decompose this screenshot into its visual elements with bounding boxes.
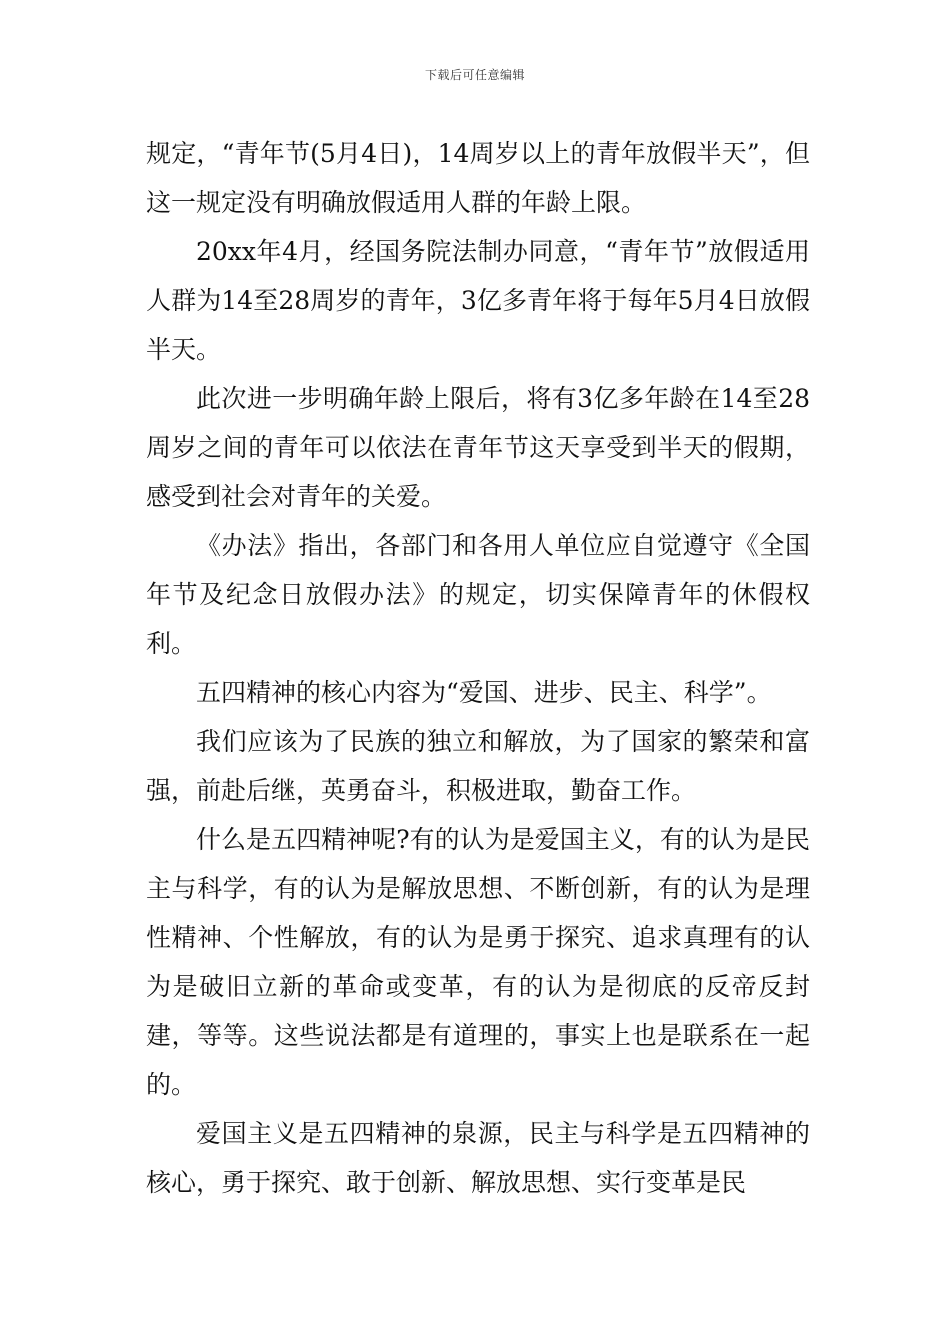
paragraph-5: 五四精神的核心内容为“爱国、进步、民主、科学”。	[196, 678, 772, 707]
paragraph-8: 爱国主义是五四精神的泉源，民主与科学是五四精神的核心，勇于探究、敢于创新、解放思想、实行变革是民	[146, 1119, 810, 1197]
paragraph-7: 什么是五四精神呢?有的认为是爱国主义，有的认为是民主与科学，有的认为是解放思想、不断创新，有的认为是理性精神、个性解放，有的认为是勇于探究、追求真理有的认为是破旧立新的革命或变革，有的认为是彻底的反帝反封建，等等。这些说法都是有道理的，事实上也是联系在一起的。	[146, 825, 810, 1099]
paragraph-2: 20xx年4月，经国务院法制办同意，“青年节”放假适用人群为14至28周岁的青年，3亿多青年将于每年5月4日放假半天。	[146, 237, 810, 364]
page-header-note: 下载后可任意编辑	[424, 68, 525, 82]
paragraph-3: 此次进一步明确年龄上限后，将有3亿多年龄在14至28周岁之间的青年可以依法在青年节这天享受到半天的假期，感受到社会对青年的关爱。	[146, 384, 810, 511]
paragraph-1: 规定，“青年节(5月4日)，14周岁以上的青年放假半天”，但这一规定没有明确放假适用人群的年龄上限。	[146, 139, 810, 217]
paragraph-4: 《办法》指出，各部门和各用人单位应自觉遵守《全国年节及纪念日放假办法》的规定，切实保障青年的休假权利。	[146, 531, 810, 658]
document-body	[146, 129, 810, 1207]
paragraph-6: 我们应该为了民族的独立和解放，为了国家的繁荣和富强，前赴后继，英勇奋斗，积极进取，勤奋工作。	[146, 727, 810, 805]
